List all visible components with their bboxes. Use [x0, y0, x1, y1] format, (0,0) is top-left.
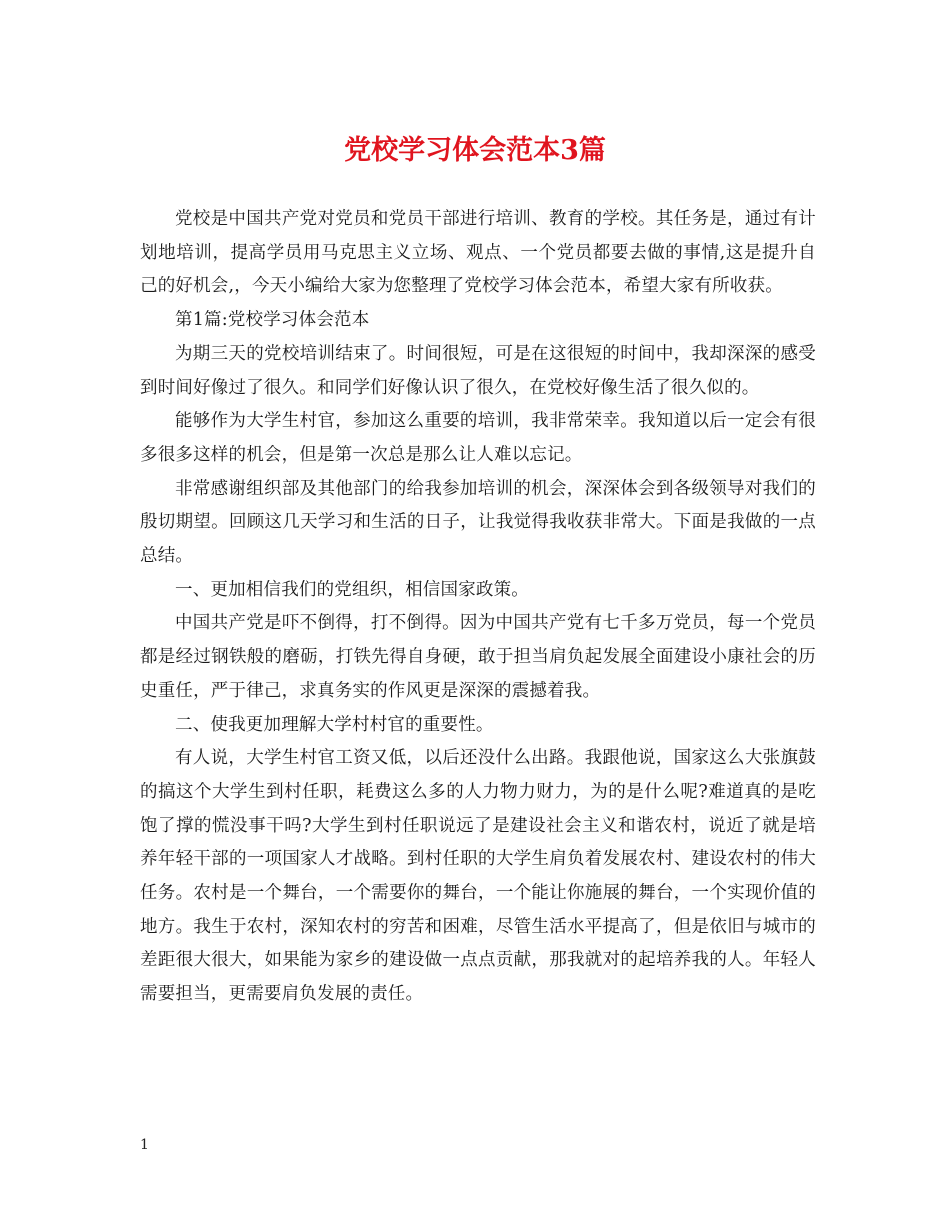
document-title: 党校学习体会范本3篇 — [344, 135, 606, 166]
paragraph: 为期三天的党校培训结束了。时间很短，可是在这很短的时间中，我却深深的感受到时间好像过了很久。和同学们好像认识了很久，在党校好像生活了很久似的。 — [140, 343, 816, 398]
paragraph: 有人说，大学生村官工资又低，以后还没什么出路。我跟他说，国家这么大张旗鼓的搞这个大学生到村任职，耗费这么多的人力物力财力，为的是什么呢?难道真的是吃饱了撑的慌没事干吗?大学生到村任职说远了是建设社会主义和谐农村，说近了就是培养年轻干部的一项国家人才战略。到村任职的大学生肩负着发展农村、建设农村的伟大任务。农村是一个舞台，一个需要你的舞台，一个能让你施展的舞台，一个实现价值的地方。我生于农村，深知农村的穷苦和困难，尽管生活水平提高了，但是依旧与城市的差距很大很大，如果能为家乡的建设做一点点贡献，那我就对的起培养我的人。年轻人需要担当，更需要肩负发展的责任。 — [140, 748, 816, 1005]
paragraph: 非常感谢组织部及其他部门的给我参加培训的机会，深深体会到各级领导对我们的殷切期望。回顾这几天学习和生活的日子，让我觉得我收获非常大。下面是我做的一点总结。 — [140, 478, 816, 567]
paragraph-point-heading: 二、使我更加理解大学村村官的重要性。 — [175, 714, 494, 735]
paragraph: 中国共产党是吓不倒得，打不倒得。因为中国共产党有七千多万党员，每一个党员都是经过钢铁般的磨砺，打铁先得自身硬，敢于担当肩负起发展全面建设小康社会的历史重任，严于律己，求真务实的作风更是深深的震撼着我。 — [140, 613, 816, 701]
paragraph-point-heading: 一、更加相信我们的党组织，相信国家政策。 — [175, 579, 529, 600]
page-number: 1 — [140, 1137, 149, 1153]
paragraph-section-heading: 第1篇:党校学习体会范本 — [175, 310, 370, 331]
paragraph: 能够作为大学生村官，参加这么重要的培训，我非常荣幸。我知道以后一定会有很多很多这样的机会，但是第一次总是那么让人难以忘记。 — [140, 411, 816, 465]
paragraph-intro: 党校是中国共产党对党员和党员干部进行培训、教育的学校。其任务是，通过有计划地培训，提高学员用马克思主义立场、观点、一个党员都要去做的事情,这是提升自己的好机会,，今天小编给大家为您整理了党校学习体会范本，希望大家有所收获。 — [140, 209, 816, 297]
document-body — [140, 203, 816, 1012]
